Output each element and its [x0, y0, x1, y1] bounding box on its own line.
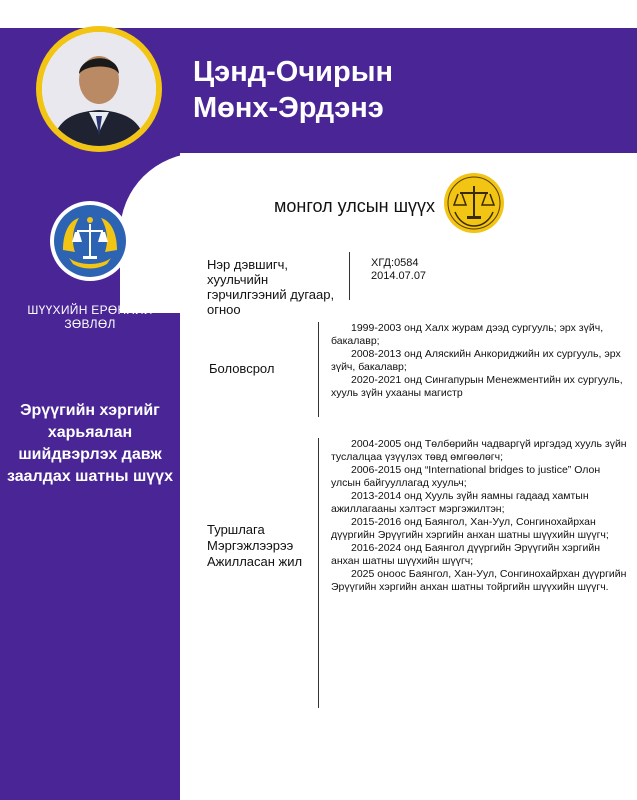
- court-title: Эрүүгийн хэргийг харьяалан шийдвэрлэх давж заалдах шатны шүүх: [7, 402, 173, 485]
- certificate-number: ХГД:0584: [371, 257, 419, 269]
- portrait-photo: [42, 32, 156, 146]
- experience-label-line-3: Ажилласан жил: [207, 554, 303, 569]
- person-name: [193, 54, 393, 126]
- experience-entry: 2016-2024 онд Баянгол дүүргийн Эрүүгийн хэргийн анхан шатны шүүхийн шүүгч;: [331, 542, 600, 567]
- experience-label: [207, 522, 302, 570]
- experience-entry: 2015-2016 онд Баянгол, Хан-Уул, Сонгинохайрхан дүүргийн Эрүүгийн хэргийн анхан шатны шүүхийн шүүгч;: [331, 516, 609, 541]
- education-entry: 1999-2003 онд Халх журам дээд сургууль; эрх зүйч, бакалавр;: [331, 322, 604, 347]
- experience-entry: 2025 оноос Баянгол, Хан-Уул, Сонгинохайрхан дүүргийн Эрүүгийн хэргийн анхан шатны тойргийн шүүхийн шүүгч.: [331, 568, 627, 593]
- experience-label-line-2: Мэргэжлээрээ: [207, 538, 294, 553]
- judicial-council-emblem-icon: [49, 200, 131, 282]
- judicial-council-name: ШҮҮХИЙН ЕРӨНХИЙ ЗӨВЛӨЛ: [27, 303, 153, 331]
- name-line-2: Мөнх-Эрдэнэ: [193, 92, 384, 124]
- experience-entry: 2004-2005 онд Төлбөрийн чадваргүй иргэдэд хууль зүйн туслалцаа үзүүлэх төвд өмгөөлөгч;: [331, 438, 627, 463]
- divider-line: [318, 438, 319, 708]
- education-label: Боловсрол: [209, 361, 275, 376]
- experience-entry: 2006-2015 онд “International bridges to justice” Олон улсын байгууллагад хуульч;: [331, 464, 601, 489]
- name-line-1: Цэнд-Очирын: [193, 56, 393, 88]
- experience-entry: 2013-2014 онд Хууль зүйн яамны гадаад хамтын ажиллагааны хэлтэст мэргэжилтэн;: [331, 490, 589, 515]
- courts-of-mongolia-heading: монгол улсын шүүх: [274, 196, 436, 216]
- education-entry: 2020-2021 онд Сингапурын Менежментийн их сургууль, хууль зүйн ухааны магистр: [331, 374, 623, 399]
- divider-line: [349, 252, 350, 300]
- experience-list: [331, 438, 631, 594]
- certificate-date: 2014.07.07: [371, 270, 427, 282]
- courts-emblem-icon: [443, 172, 505, 234]
- education-list: [331, 322, 631, 400]
- nomination-label: Нэр дэвшигч, хуульчийн гэрчилгээний дугаар, огноо: [207, 257, 335, 317]
- experience-label-line-1: Туршлага: [207, 522, 265, 537]
- education-entry: 2008-2013 онд Аляскийн Анкориджийн их сургууль, эрх зүйч, бакалавр;: [331, 348, 621, 373]
- divider-line: [318, 322, 319, 417]
